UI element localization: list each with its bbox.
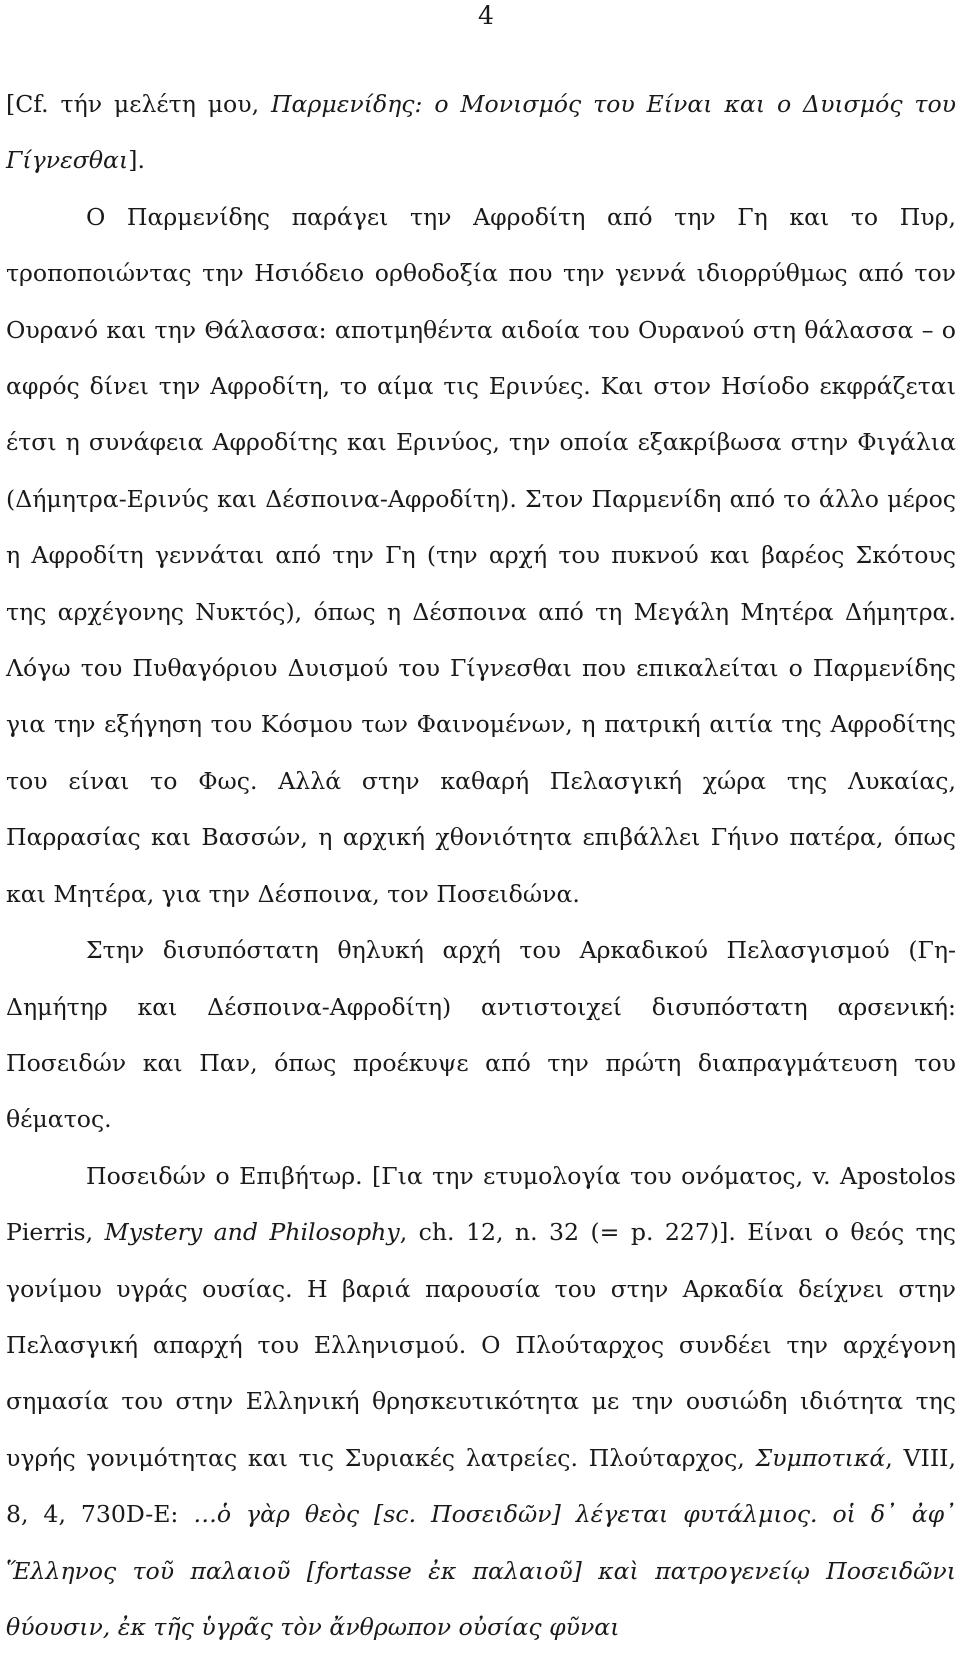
text-run: Ο Παρμενίδης παράγει την Αφροδίτη από την Γη και το Πυρ, τροποποιώντας την Ησιόδειο ορθοδοξία που την γεννά ιδιορρύθμως από τον Ουρανό και την Θάλασσα: αποτμηθέντα αιδοία του Ουρανού στη θάλασσα – ο αφρός δίνει την Αφροδίτη, το αίμα τις Ερινύες. Και στον Ησίοδο εκφράζεται έτσι η συνάφεια Αφροδίτης και Ερινύος, την οποία εξακρίβωσα στην Φιγάλια (Δήμητρα-Ερινύς και Δέσποινα-Αφροδίτη). Στον Παρμενίδη από το άλλο μέρος η Αφροδίτη γεννάται από την Γη (την αρχή του πυκνού και βαρέος Σκότους της αρχέγονης Νυκτός), όπως η Δέσποινα από τη Μεγάλη Μητέρα Δήμητρα. Λόγω του Πυθαγόριου Δυισμού του Γίγνεσθαι που επικαλείται ο Παρμενίδης για την εξήγηση του Κόσμου των Φαινομένων, η πατρική αιτία της Αφροδίτης του είναι το Φως. Αλλά στην καθαρή Πελασγική χώρα της Λυκαίας, Παρρασίας και Βασσών, η αρχική χθονιότητα επιβάλλει Γήινο πατέρα, όπως και Μητέρα, για την Δέσποινα, τον Ποσειδώνα. [6, 202, 956, 908]
text-run-italic: Συμποτικά [755, 1443, 886, 1472]
text-run: , ch. 12, n. 32 (= p. 227)]. Είναι ο θεός της γονίμου υγράς ουσίας. Η βαριά παρουσία του στην Αρκαδία δείχνει στην Πελασγική απαρχή του Ελληνισμού. Ο Πλούταρχος συνδέει την αρχέγονη σημασία του στην Ελληνική θρησκευτικότητα με την ουσιώδη ιδιότητα της υγρής γονιμότητας και τις Συριακές λατρείες. Πλούταρχος, [6, 1218, 956, 1472]
document-page [6, 0, 956, 1678]
text-run-italic: Mystery and Philosophy [104, 1218, 400, 1247]
text-run-italic: Παρμενίδης: ο Μονισμός του Είναι και ο Δυισμός του Γίγνεσθαι [6, 90, 957, 175]
text-run: , VIII, 8, 4, 730D-E: [6, 1443, 956, 1529]
paragraph-aphrodite [6, 189, 956, 922]
text-run-italic: …ὁ γὰρ θεὸς [sc. Ποσειδῶν] λέγεται φυτάλμιος. οἱ δ᾽ ἀφ᾽ Ἕλληνος τοῦ παλαιοῦ [fortasse ἐκ παλαιοῦ] καὶ πατρογενείῳ Ποσειδῶνι θύουσιν, ἐκ τῆς ὑγρᾶς τὸν ἄνθρωπον οὐσίας φῦναι [6, 1500, 956, 1641]
paragraph-citation [6, 76, 956, 189]
text-run: ]. [128, 146, 145, 175]
text-run: Στην δισυπόστατη θηλυκή αρχή του Αρκαδικού Πελασγισμού (Γη-Δημήτηρ και Δέσποινα-Αφροδίτη) αντιστοιχεί δισυπόστατη αρσενική: Ποσειδών και Παν, όπως προέκυψε από την πρώτη διαπραγμάτευση του θέματος. [6, 936, 956, 1134]
paragraph-dual-principle [6, 922, 956, 1148]
paragraph-poseidon [6, 1148, 956, 1656]
text-run: [Cf. τήν μελέτη μου, [6, 90, 271, 118]
body-text [6, 76, 956, 1655]
text-run: Ποσειδών ο Επιβήτωρ. [Για την ετυμολογία του ονόματος, v. Apostolos Pierris, [6, 1161, 956, 1247]
page-number: 4 [478, 1, 494, 30]
